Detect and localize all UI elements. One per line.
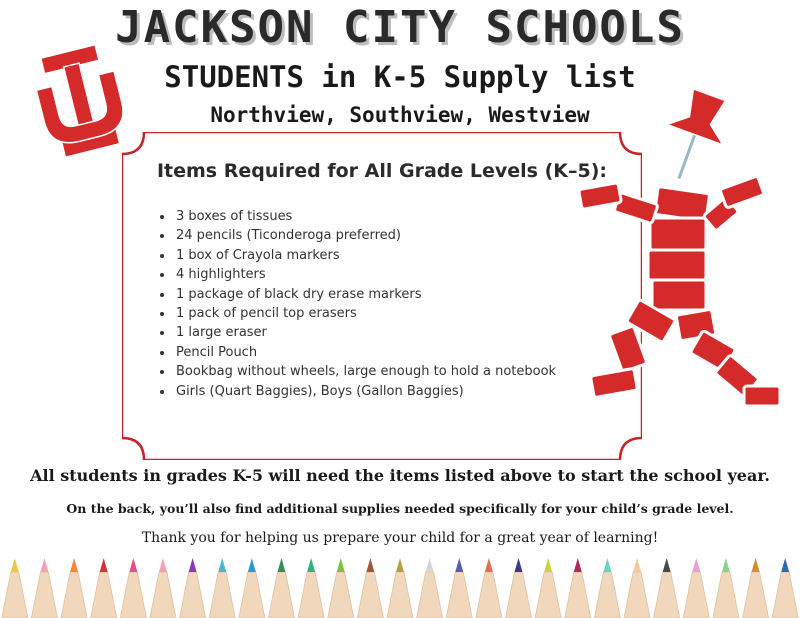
pencil-icon bbox=[535, 558, 561, 618]
pencil-icon bbox=[61, 558, 87, 618]
pencil-icon bbox=[120, 558, 146, 618]
pencil-icon bbox=[624, 558, 650, 618]
list-item: • 1 pack of pencil top erasers bbox=[174, 304, 556, 323]
pencil-icon bbox=[180, 558, 206, 618]
pencil-icon bbox=[713, 558, 739, 618]
school-names: Northview, Southview, Westview bbox=[210, 103, 590, 127]
pencil-icon bbox=[772, 558, 798, 618]
list-item: • 3 boxes of tissues bbox=[174, 207, 556, 226]
pencil-icon bbox=[683, 558, 709, 618]
pencil-icon bbox=[298, 558, 324, 618]
footer-note-all-students: All students in grades K-5 will need the items listed above to start the school year. bbox=[30, 466, 770, 485]
pushpin-mascot-illustration bbox=[568, 86, 792, 430]
list-item: • 1 large eraser bbox=[174, 323, 556, 342]
list-item: • 1 box of Crayola markers bbox=[174, 246, 556, 265]
page-subtitle: STUDENTS in K-5 Supply list bbox=[164, 60, 636, 94]
colored-pencils-border bbox=[0, 554, 800, 618]
pencil-icon bbox=[2, 558, 28, 618]
pencil-icon bbox=[417, 558, 443, 618]
pencil-icon bbox=[268, 558, 294, 618]
pushpin-icon bbox=[649, 86, 740, 190]
pencil-icon bbox=[239, 558, 265, 618]
footer-thank-you: Thank you for helping us prepare your child for a great year of learning! bbox=[141, 530, 659, 546]
pencil-icon bbox=[91, 558, 117, 618]
required-items-heading: Items Required for All Grade Levels (K–5): bbox=[156, 160, 608, 182]
pencil-icon bbox=[31, 558, 57, 618]
pencil-icon bbox=[565, 558, 591, 618]
required-items-list bbox=[158, 207, 556, 401]
pencil-icon bbox=[446, 558, 472, 618]
pencil-icon bbox=[328, 558, 354, 618]
footer-note-back-page: On the back, you’ll also find additional supplies needed specifically for your child’s grade level. bbox=[66, 501, 734, 516]
list-item: • Girls (Quart Baggies), Boys (Gallon Baggies) bbox=[174, 382, 556, 401]
pencil-icon bbox=[506, 558, 532, 618]
pencil-icon bbox=[150, 558, 176, 618]
list-item: • Pencil Pouch bbox=[174, 343, 556, 362]
list-item: • 24 pencils (Ticonderoga preferred) bbox=[174, 226, 556, 245]
list-item: • 4 highlighters bbox=[174, 265, 556, 284]
list-item: • Bookbag without wheels, large enough to hold a notebook bbox=[174, 362, 556, 381]
pencil-icon bbox=[743, 558, 769, 618]
pencil-icon bbox=[209, 558, 235, 618]
pencil-icon bbox=[654, 558, 680, 618]
pencil-icon bbox=[476, 558, 502, 618]
school-logo bbox=[34, 40, 126, 160]
pencil-icon bbox=[594, 558, 620, 618]
list-item: • 1 package of black dry erase markers bbox=[174, 285, 556, 304]
pencil-icon bbox=[387, 558, 413, 618]
pencil-icon bbox=[357, 558, 383, 618]
page-title: JACKSON CITY SCHOOLS bbox=[115, 2, 685, 53]
